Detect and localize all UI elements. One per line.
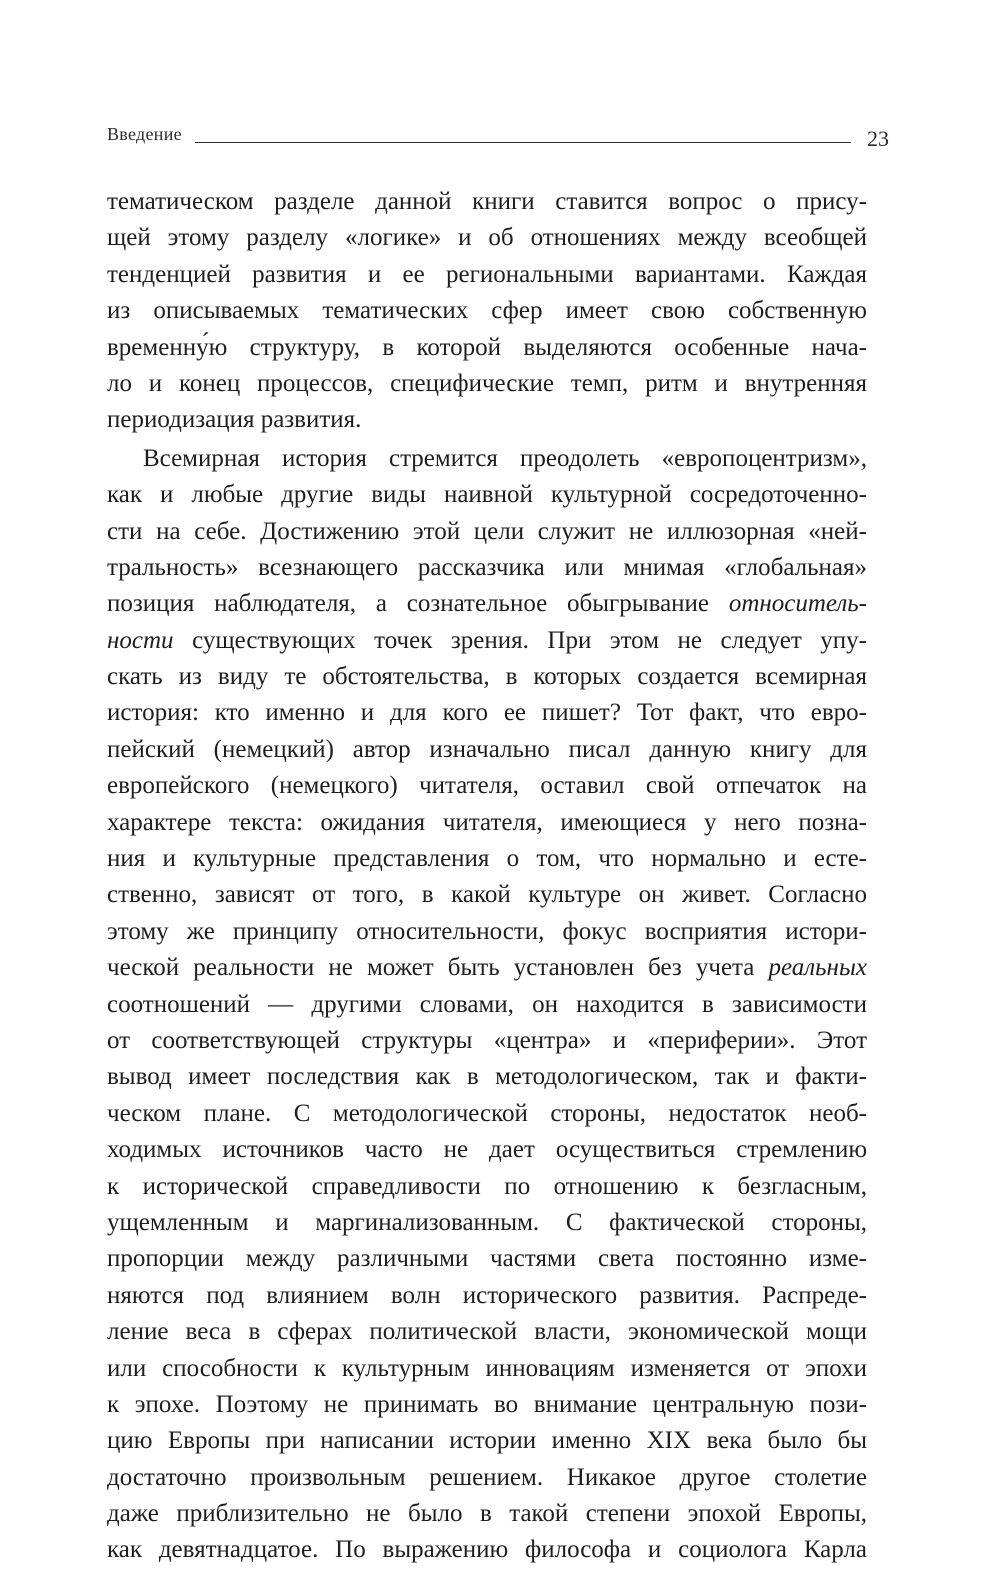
- header-rule: [195, 142, 851, 143]
- text-line: к эпохе. Поэтому не принимать во внимание центральную пози-: [107, 1390, 867, 1418]
- text-line: ния и культурные представления о том, что нормально и есте-: [107, 845, 867, 873]
- text-segment: существующих точек зрения. При этом не следует упу-: [173, 626, 867, 654]
- body-text: [107, 184, 867, 1569]
- italic-emphasis: ности: [107, 626, 174, 654]
- page-number: 23: [867, 126, 889, 151]
- text-line: или способности к культурным инновациям изменяется от эпохи: [107, 1354, 867, 1382]
- text-line: даже приблизительно не было в такой степени эпохой Европы,: [107, 1500, 867, 1528]
- text-line: от соответствующей структуры «центра» и «периферии». Этот: [107, 1026, 867, 1054]
- text-line: как и любые другие виды наивной культурной сосредоточенно-: [107, 481, 867, 509]
- paragraph: [107, 441, 867, 1569]
- text-line: ущемленным и маргинализованным. С фактической стороны,: [107, 1208, 867, 1236]
- text-line: вывод имеет последствия как в методологическом, так и факти-: [107, 1063, 867, 1091]
- text-line: достаточно произвольным решением. Никакое другое столетие: [107, 1463, 867, 1491]
- text-line: щей этому разделу «логике» и об отношениях между всеобщей: [107, 224, 867, 252]
- text-line: няются под влиянием волн исторического развития. Распреде-: [107, 1281, 867, 1309]
- text-line: периодизация развития.: [107, 406, 362, 434]
- running-header-title: Введение: [107, 124, 182, 144]
- text-line: тральность» всезнающего рассказчика или мнимая «глобальная»: [107, 553, 867, 581]
- text-line: к исторической справедливости по отношению к безгласным,: [107, 1172, 867, 1200]
- running-header: [107, 122, 889, 150]
- text-line: тематическом разделе данной книги ставится вопрос о прису-: [107, 188, 867, 215]
- text-segment: позиция наблюдателя, а сознательное обыгрывание: [107, 590, 729, 618]
- text-line: ческом плане. С методологической стороны, недостаток необ-: [107, 1099, 867, 1127]
- paragraph: [107, 184, 867, 439]
- text-line: цию Европы при написании истории именно XIX века было бы: [107, 1427, 867, 1455]
- text-line: ление веса в сферах политической власти, экономической мощи: [107, 1318, 867, 1346]
- italic-emphasis: реальных: [768, 954, 867, 982]
- text-line: тенденцией развития и ее региональными вариантами. Каждая: [107, 260, 867, 288]
- text-line: соотношений — другими словами, он находится в зависимости: [107, 990, 867, 1018]
- text-segment: ческой реальности не может быть установлен без учета: [107, 954, 769, 982]
- italic-emphasis: относитель-: [728, 590, 867, 618]
- text-line: пропорции между различными частями света постоянно изме-: [107, 1245, 867, 1273]
- text-line: этому же принципу относительности, фокус восприятия истори-: [107, 917, 867, 945]
- text-line: история: кто именно и для кого ее пишет? Тот факт, что евро-: [107, 699, 867, 727]
- text-line: европейского (немецкого) читателя, оставил свой отпечаток на: [107, 772, 867, 800]
- text-line: [107, 623, 867, 659]
- text-line: характере текста: ожидания читателя, имеющиеся у него позна-: [107, 808, 867, 836]
- text-line: сти на себе. Достижению этой цели служит не иллюзорная «ней-: [107, 517, 867, 545]
- text-line: пейский (немецкий) автор изначально писал данную книгу для: [107, 735, 867, 763]
- text-line: из описываемых тематических сфер имеет свою собственную: [107, 297, 867, 325]
- text-line: [107, 950, 867, 986]
- text-line: ходимых источников часто не дает осуществиться стремлению: [107, 1136, 867, 1164]
- text-line: временну́ю структуру, в которой выделяются особенные нача-: [107, 333, 867, 361]
- text-line: скать из виду те обстоятельства, в которых создается всемирная: [107, 663, 867, 691]
- text-line: [107, 586, 867, 622]
- text-line: Всемирная история стремится преодолеть «европоцентризм»,: [143, 444, 867, 472]
- text-line: ло и конец процессов, специфические темп, ритм и внутренняя: [107, 369, 867, 397]
- text-line: как девятнадцатое. По выражению философа и социолога Карла: [107, 1536, 867, 1564]
- text-line: ственно, зависят от того, в какой культуре он живет. Согласно: [107, 881, 867, 909]
